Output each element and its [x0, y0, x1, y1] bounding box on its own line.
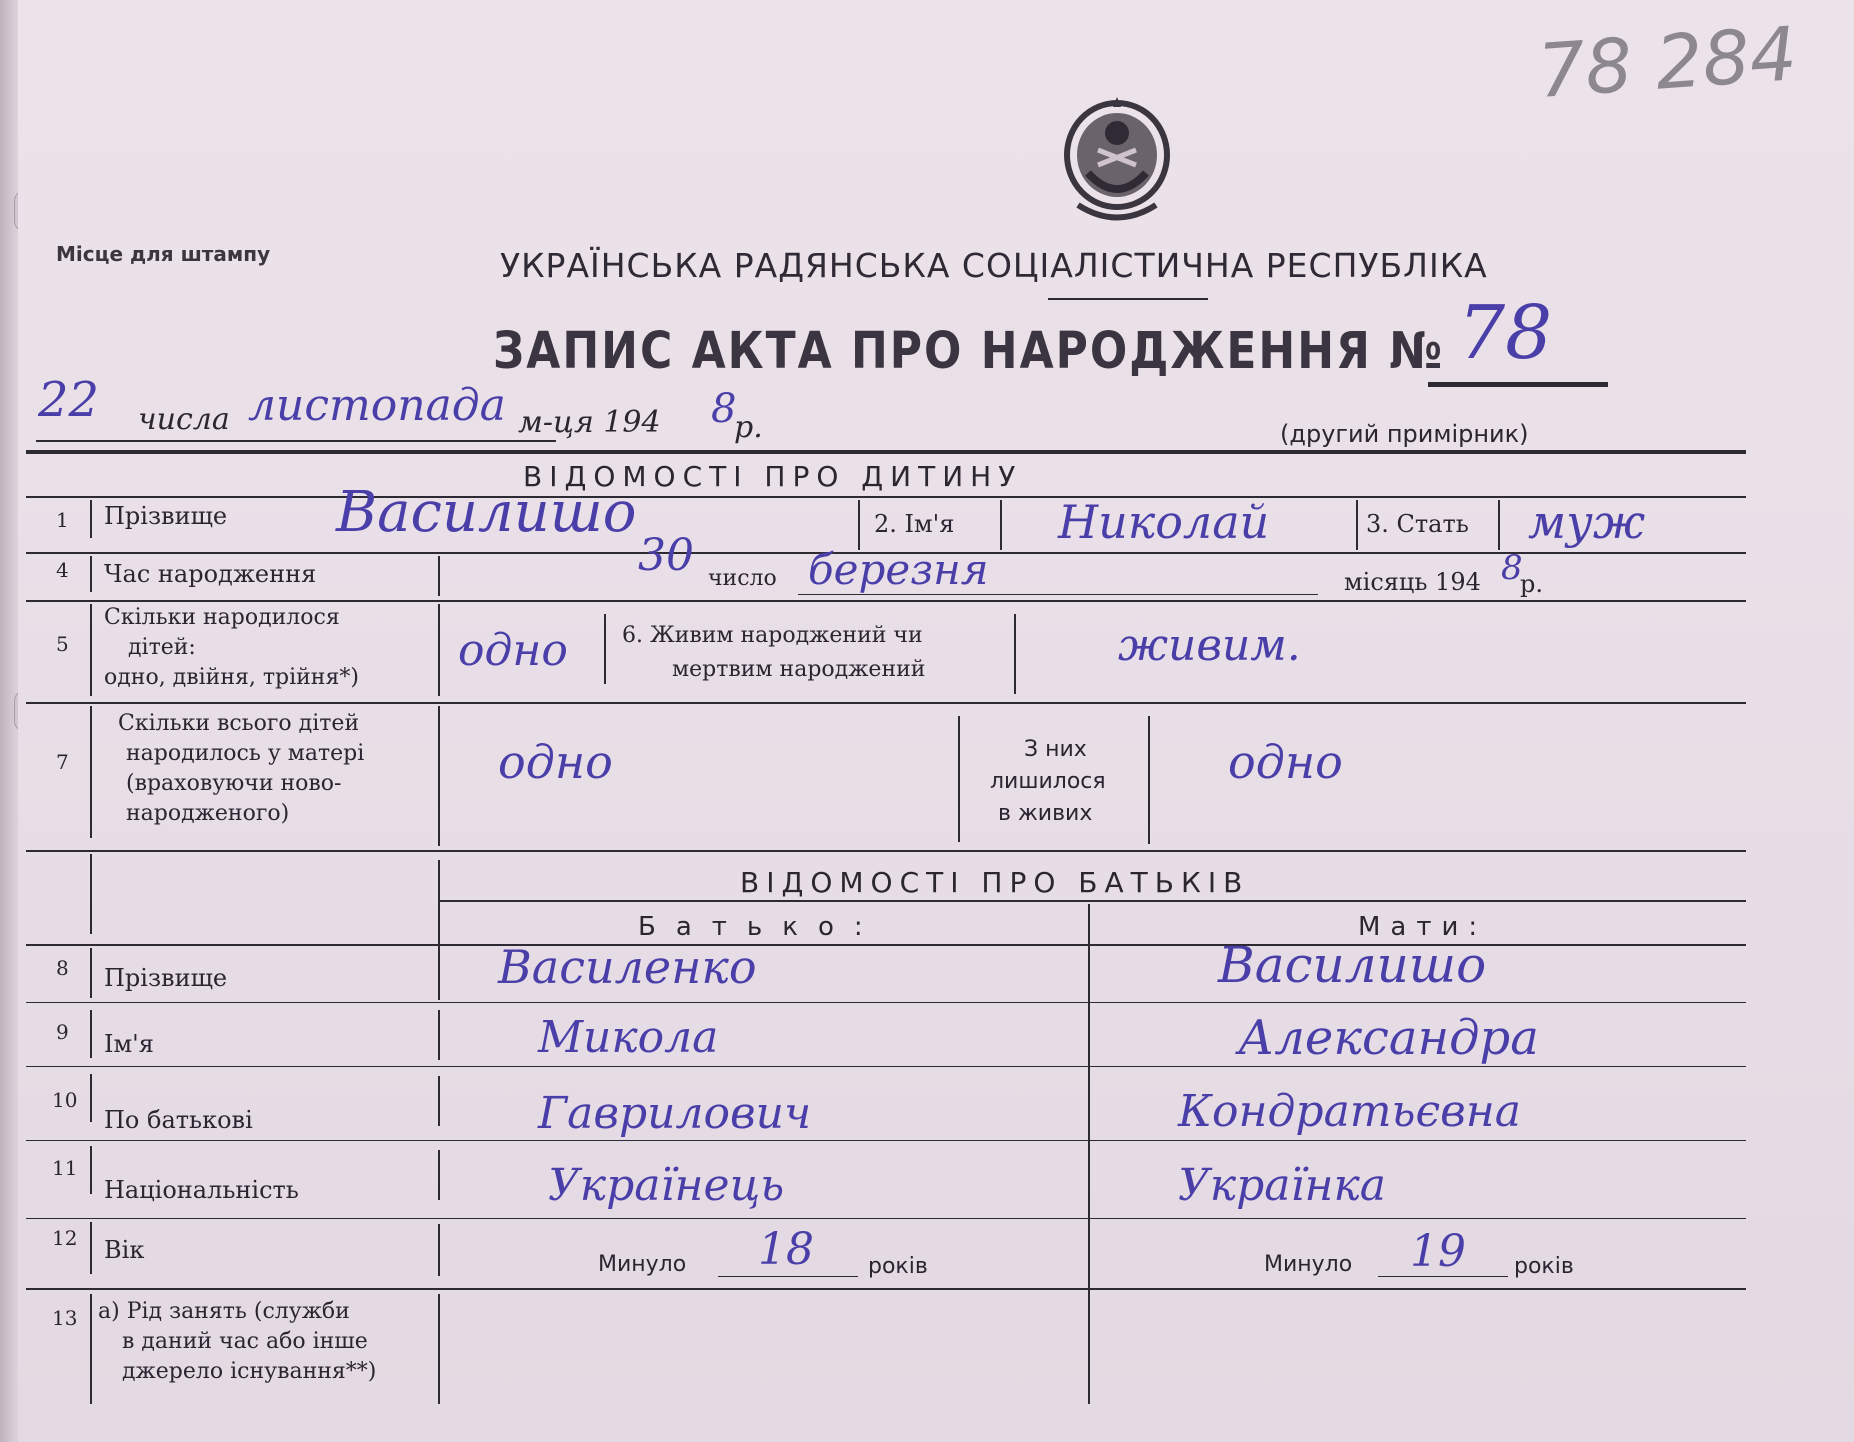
row-number: 7	[56, 750, 69, 774]
divider	[438, 1076, 440, 1126]
child-sex-label: 3. Стать	[1366, 510, 1469, 538]
divider	[26, 1218, 1746, 1219]
divider	[26, 496, 1746, 498]
divider	[438, 556, 440, 596]
father-age-value: 18	[758, 1224, 814, 1275]
row-number: 4	[56, 558, 69, 582]
divider	[90, 1010, 92, 1058]
children-born-label-1: Скільки народилося	[104, 605, 340, 630]
record-number-underline	[1428, 382, 1608, 387]
birth-year-digit: 8	[1501, 548, 1523, 588]
father-nationality-value: Українець	[548, 1160, 785, 1211]
parent-name-label: Ім'я	[104, 1030, 154, 1058]
divider	[36, 440, 556, 442]
parent-age-label: Вік	[104, 1236, 145, 1264]
date-month: листопада	[248, 380, 506, 431]
divider	[1148, 716, 1150, 844]
occupation-label-1: а) Рід занять (служби	[98, 1299, 350, 1324]
child-surname-label: Прізвище	[104, 502, 228, 530]
father-patronymic-value: Гаврилович	[538, 1088, 812, 1139]
birth-time-label: Час народження	[104, 560, 317, 588]
divider	[438, 1150, 440, 1200]
divider	[90, 1222, 92, 1274]
date-day: 22	[38, 372, 100, 428]
mother-column-header: Мати:	[1358, 912, 1488, 942]
divider	[90, 556, 92, 592]
divider	[1356, 500, 1358, 550]
parent-surname-label: Прізвище	[104, 964, 228, 992]
surviving-label-2: лишилося	[990, 769, 1106, 794]
date-year-digit: 8	[711, 386, 737, 432]
total-children-label-2: народилось у матері	[126, 741, 365, 766]
divider	[90, 854, 92, 934]
father-column-header: Батько:	[638, 912, 883, 942]
children-born-value: одно	[458, 625, 568, 676]
row-number: 13	[52, 1306, 78, 1330]
birth-year-suffix: р.	[1520, 570, 1543, 598]
mother-patronymic-value: Кондратьєвна	[1178, 1086, 1521, 1137]
parent-nationality-label: Національність	[104, 1176, 299, 1204]
republic-title: УКРАЇНСЬКА РАДЯНСЬКА СОЦІАЛІСТИЧНА РЕСПУБЛІКА	[500, 246, 1488, 285]
father-surname-value: Василенко	[498, 940, 757, 994]
father-age-suffix: років	[868, 1254, 928, 1279]
divider	[438, 1294, 440, 1404]
father-name-value: Микола	[538, 1012, 719, 1063]
record-number: 78	[1458, 290, 1553, 376]
divider	[26, 944, 1746, 946]
row-number: 9	[56, 1020, 69, 1044]
divider	[26, 450, 1746, 454]
divider	[438, 1224, 440, 1276]
child-name-label: 2. Ім'я	[874, 510, 955, 538]
occupation-label-3: джерело існування**)	[122, 1359, 377, 1384]
divider	[438, 860, 440, 950]
surviving-label-1: З них	[1024, 737, 1087, 762]
divider	[90, 706, 92, 838]
total-children-label-1: Скільки всього дітей	[118, 711, 360, 736]
divider	[26, 850, 1746, 852]
total-children-label-3: (враховуючи ново-	[126, 771, 342, 796]
divider	[90, 500, 92, 538]
date-label-month: м-ця 194	[518, 405, 661, 440]
archive-pencil-mark: 78 284	[1535, 11, 1800, 115]
divider	[26, 1140, 1746, 1141]
divider	[26, 1066, 1746, 1067]
divider	[438, 900, 1746, 902]
child-section-heading: ВІДОМОСТІ ПРО ДИТИНУ	[523, 460, 1023, 493]
divider	[1048, 298, 1208, 300]
divider	[90, 948, 92, 998]
occupation-label-2: в даний час або інше	[122, 1329, 368, 1354]
divider	[1378, 1276, 1508, 1277]
birth-day-value: 30	[638, 530, 694, 581]
divider	[438, 950, 440, 1000]
divider	[90, 1146, 92, 1194]
divider	[798, 594, 1318, 595]
live-born-label-1: 6. Живим народжений чи	[622, 623, 923, 648]
mother-name-value: Александра	[1238, 1010, 1539, 1066]
child-surname-value: Василишо	[336, 480, 637, 545]
divider	[438, 1010, 440, 1060]
birth-record-page	[18, 0, 1854, 1442]
divider	[1088, 1294, 1090, 1404]
total-children-value: одно	[498, 735, 613, 789]
mother-age-prefix: Минуло	[1264, 1252, 1353, 1277]
mother-age-suffix: років	[1514, 1254, 1574, 1279]
divider	[26, 1002, 1746, 1003]
birth-month-label: місяць 194	[1344, 568, 1481, 596]
divider	[90, 604, 92, 696]
row-number: 5	[56, 632, 69, 656]
state-emblem-icon	[1058, 95, 1176, 223]
live-born-label-2: мертвим народжений	[672, 657, 926, 682]
divider	[26, 702, 1746, 704]
document-title: ЗАПИС АКТА ПРО НАРОДЖЕННЯ №	[493, 322, 1445, 381]
divider	[90, 1294, 92, 1404]
live-born-value: живим.	[1118, 620, 1301, 671]
divider	[90, 1074, 92, 1122]
children-born-label-3: одно, двійня, трійня*)	[104, 665, 359, 690]
parents-section-heading: ВІДОМОСТІ ПРО БАТЬКІВ	[740, 866, 1250, 899]
divider	[858, 500, 860, 550]
mother-nationality-value: Українка	[1178, 1160, 1387, 1211]
mother-age-value: 19	[1410, 1226, 1466, 1277]
divider	[1000, 500, 1002, 550]
stamp-place-label: Місце для штампу	[56, 242, 271, 266]
row-number: 11	[52, 1156, 78, 1180]
divider	[438, 604, 440, 696]
date-label-year: р.	[734, 410, 763, 445]
mother-surname-value: Василишо	[1218, 936, 1487, 994]
children-born-label-2: дітей:	[128, 635, 196, 660]
divider	[1498, 500, 1500, 550]
row-number: 10	[52, 1088, 78, 1112]
surviving-value: одно	[1228, 735, 1343, 789]
father-age-prefix: Минуло	[598, 1252, 687, 1277]
divider	[438, 706, 440, 846]
row-number: 12	[52, 1226, 78, 1250]
parent-patronymic-label: По батькові	[104, 1106, 253, 1134]
birth-day-label: число	[708, 566, 777, 591]
copy-note: (другий примірник)	[1280, 420, 1529, 448]
divider	[26, 600, 1746, 602]
birth-month-value: березня	[808, 545, 989, 594]
divider	[1014, 614, 1016, 694]
total-children-label-4: народженого)	[126, 801, 290, 826]
divider	[26, 1288, 1746, 1290]
divider	[718, 1276, 858, 1277]
row-number: 1	[56, 508, 69, 532]
child-name-value: Николай	[1058, 495, 1270, 549]
row-number: 8	[56, 956, 69, 980]
date-label-day: числа	[138, 402, 230, 437]
surviving-label-3: в живих	[998, 801, 1093, 826]
divider	[958, 716, 960, 842]
child-sex-value: муж	[1528, 495, 1646, 549]
divider	[604, 614, 606, 684]
